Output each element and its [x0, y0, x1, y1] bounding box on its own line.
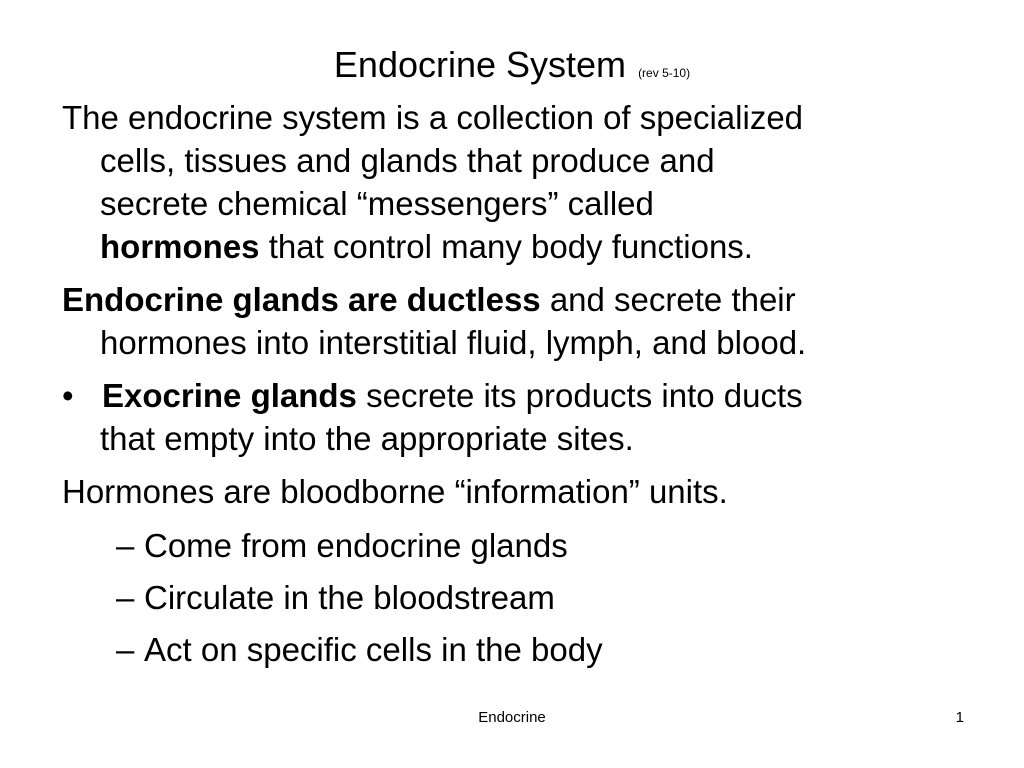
bold-term-exocrine: Exocrine glands [102, 377, 357, 414]
paragraph-line: secrete chemical “messengers” called [100, 185, 654, 222]
dash-icon: – [116, 527, 135, 564]
dash-list-item [116, 524, 568, 567]
dash-list-item-text: Act on specific cells in the body [144, 631, 603, 668]
paragraph-line [62, 225, 982, 268]
paragraph-line [62, 278, 982, 321]
paragraph-line: cells, tissues and glands that produce and [100, 142, 715, 179]
slide-title [0, 40, 1024, 98]
paragraph-line: hormones into interstitial fluid, lymph, and blood. [100, 324, 807, 361]
paragraph-line: Hormones are bloodborne “information” units. [62, 473, 728, 510]
paragraph-hormones [62, 470, 982, 513]
paragraph-definition [62, 96, 982, 268]
paragraph-line-rest: and secrete their [540, 281, 796, 318]
footer-label: Endocrine [478, 709, 546, 726]
slide-title-revision: (rev 5-10) [638, 66, 691, 80]
paragraph-line: The endocrine system is a collection of specialized [62, 99, 804, 136]
dash-list-item-text: Circulate in the bloodstream [144, 579, 555, 616]
dash-icon: – [116, 631, 135, 668]
dash-list-item [116, 628, 603, 671]
bullet-exocrine [62, 374, 982, 460]
paragraph-line [62, 374, 982, 417]
bullet-icon: • [62, 377, 74, 414]
paragraph-line: that empty into the appropriate sites. [100, 420, 634, 457]
paragraph-endocrine-glands [62, 278, 982, 364]
slide-title-text: Endocrine System [333, 44, 627, 85]
dash-list-item [116, 576, 555, 619]
paragraph-line-rest: secrete its products into ducts [356, 377, 803, 414]
bold-term-hormones: hormones [100, 228, 260, 265]
bold-term-ductless: Endocrine glands are ductless [62, 281, 541, 318]
dash-list-item-text: Come from endocrine glands [144, 527, 568, 564]
paragraph-line-rest: that control many body functions. [259, 228, 753, 265]
page-number: 1 [955, 709, 964, 726]
dash-icon: – [116, 579, 135, 616]
